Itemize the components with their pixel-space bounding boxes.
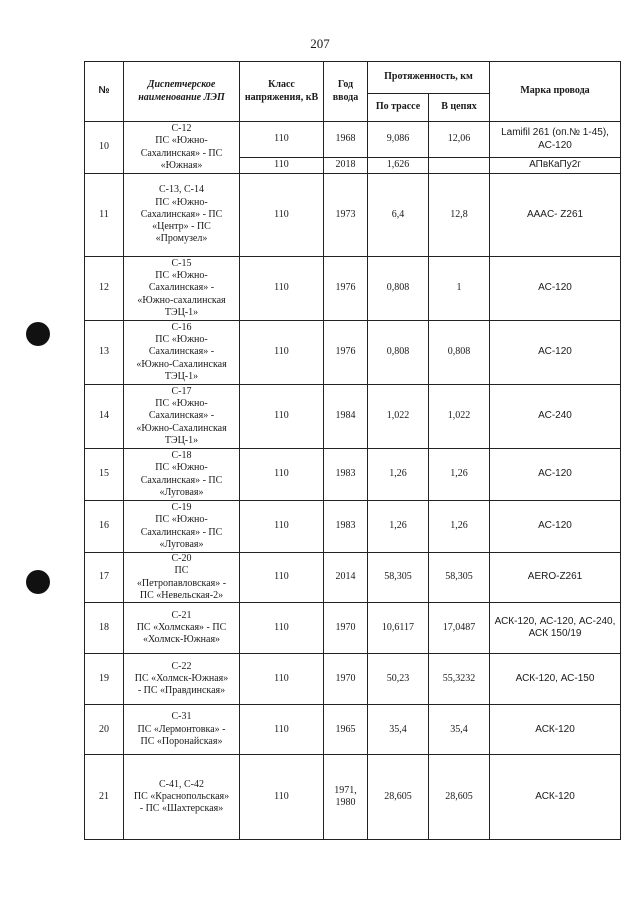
cell-voltage: 110 [240, 755, 324, 840]
cell-num: 12 [85, 257, 124, 321]
cell-year: 1976 [324, 257, 368, 321]
cell-voltage: 110 [240, 321, 324, 385]
cell-route: 58,305 [368, 553, 429, 603]
name-line: С-21 [171, 609, 192, 621]
table-row [85, 174, 621, 257]
table-row [85, 449, 621, 501]
cell-route: 28,605 [368, 755, 429, 840]
cell-route: 1,26 [368, 449, 429, 501]
cell-route: 0,808 [368, 321, 429, 385]
cell-wire: АСК-120 [490, 755, 621, 840]
punch-hole-top [26, 322, 50, 346]
cell-voltage: 110 [240, 501, 324, 553]
cell-wire: АПвКаПу2г [490, 158, 621, 174]
name-line: - ПС «Правдинская» [137, 685, 226, 697]
header-circuits: В цепях [429, 94, 490, 122]
cell-num: 21 [85, 755, 124, 840]
header-num: № [85, 62, 124, 122]
cell-route: 35,4 [368, 705, 429, 755]
table-row [85, 501, 621, 553]
cell-wire: АС-120 [490, 449, 621, 501]
name-line: ПС «Невельская-2» [139, 589, 224, 601]
name-line: - ПС «Шахтерская» [139, 803, 224, 815]
cell-voltage: 110 [240, 158, 324, 174]
cell-route: 1,626 [368, 158, 429, 174]
header-wire: Марка провода [490, 62, 621, 122]
cell-circuits: 1,26 [429, 449, 490, 501]
name-line: «Промузел» [155, 233, 208, 245]
name-line: С-31 [171, 711, 192, 723]
name-line: «Центр» - ПС [152, 221, 211, 233]
name-line: ТЭЦ-1» [164, 434, 199, 446]
cell-wire: AAAC- Z261 [490, 174, 621, 257]
cell-name [124, 174, 240, 257]
cell-name [124, 321, 240, 385]
cell-name [124, 654, 240, 705]
name-line: ПС «Южно- [155, 196, 208, 208]
header-route: По трассе [368, 94, 429, 122]
name-line: С-17 [171, 385, 192, 397]
cell-circuits: 58,305 [429, 553, 490, 603]
table-row [85, 755, 621, 840]
name-line: С-41, С-42 [159, 778, 204, 790]
cell-year: 1968 [324, 122, 368, 158]
table-row [85, 553, 621, 603]
name-line: ПС «Южно- [155, 270, 208, 282]
cell-wire: АСК-120, АС-120, АС-240, АСК 150/19 [490, 603, 621, 654]
header-voltage: Класс напряжения, кВ [240, 62, 324, 122]
cell-circuits: 55,3232 [429, 654, 490, 705]
name-line: ПС «Холмская» - ПС [136, 622, 227, 634]
cell-circuits: 28,605 [429, 755, 490, 840]
cell-year: 1983 [324, 449, 368, 501]
cell-year: 1976 [324, 321, 368, 385]
cell-num: 13 [85, 321, 124, 385]
name-line: «Южно-Сахалинская [136, 358, 227, 370]
name-line: С-15 [171, 257, 192, 269]
cell-circuits: 17,0487 [429, 603, 490, 654]
cell-wire: Lamifil 261 (оп.№ 1-45), АС-120 [490, 122, 621, 158]
cell-num: 15 [85, 449, 124, 501]
name-line: «Южно-сахалинская [137, 294, 226, 306]
cell-num: 18 [85, 603, 124, 654]
name-line: «Холмск-Южная» [142, 634, 221, 646]
name-line: «Петропавловская» - [136, 577, 227, 589]
cell-voltage: 110 [240, 553, 324, 603]
cell-voltage: 110 [240, 449, 324, 501]
name-line: «Южная» [160, 159, 203, 171]
cell-voltage: 110 [240, 654, 324, 705]
cell-year: 1973 [324, 174, 368, 257]
cell-wire: AERO-Z261 [490, 553, 621, 603]
name-line: ПС «Поронайская» [140, 735, 223, 747]
cell-circuits: 1,26 [429, 501, 490, 553]
cell-wire: АС-120 [490, 501, 621, 553]
header-year: Год ввода [324, 62, 368, 122]
name-line: «Луговая» [159, 486, 204, 498]
cell-name [124, 553, 240, 603]
table-row [85, 385, 621, 449]
cell-voltage: 110 [240, 174, 324, 257]
name-line: ТЭЦ-1» [164, 370, 199, 382]
name-line: ПС «Южно- [155, 334, 208, 346]
cell-circuits: 1 [429, 257, 490, 321]
cell-voltage: 110 [240, 385, 324, 449]
punch-hole-bottom [26, 570, 50, 594]
cell-wire: АС-120 [490, 321, 621, 385]
cell-route: 1,26 [368, 501, 429, 553]
power-lines-table [84, 61, 621, 840]
table-row [85, 122, 621, 158]
cell-voltage: 110 [240, 705, 324, 755]
cell-num: 14 [85, 385, 124, 449]
name-line: С-13, С-14 [159, 184, 204, 196]
cell-year: 1970 [324, 654, 368, 705]
cell-voltage: 110 [240, 257, 324, 321]
name-line: С-12 [171, 122, 192, 134]
cell-num: 19 [85, 654, 124, 705]
name-line: ПС «Краснопольская» [133, 791, 230, 803]
cell-year: 1970 [324, 603, 368, 654]
name-line: С-20 [171, 553, 192, 564]
cell-name [124, 755, 240, 840]
name-line: Сахалинская» - [148, 346, 215, 358]
cell-route: 1,022 [368, 385, 429, 449]
name-line: ПС «Южно- [155, 135, 208, 147]
cell-num: 11 [85, 174, 124, 257]
cell-wire: АСК-120, АС-150 [490, 654, 621, 705]
name-line: Сахалинская» - ПС [140, 526, 223, 538]
table-row [85, 321, 621, 385]
cell-route: 6,4 [368, 174, 429, 257]
table-row [85, 603, 621, 654]
name-line: «Южно-Сахалинская [136, 422, 227, 434]
name-line: С-19 [171, 501, 192, 513]
cell-wire: АСК-120 [490, 705, 621, 755]
cell-num: 16 [85, 501, 124, 553]
cell-name [124, 122, 240, 174]
name-line: ПС «Лермонтовка» - [137, 723, 226, 735]
name-line: Сахалинская» - ПС [140, 147, 223, 159]
cell-voltage: 110 [240, 603, 324, 654]
cell-wire: АС-120 [490, 257, 621, 321]
name-line: С-18 [171, 449, 192, 461]
cell-year: 1984 [324, 385, 368, 449]
cell-voltage: 110 [240, 122, 324, 158]
cell-circuits: 12,06 [429, 122, 490, 158]
table-row [85, 257, 621, 321]
name-line: С-16 [171, 321, 192, 333]
page-number: 207 [310, 36, 330, 51]
cell-year: 2018 [324, 158, 368, 174]
cell-name [124, 385, 240, 449]
cell-route: 0,808 [368, 257, 429, 321]
cell-name [124, 705, 240, 755]
cell-name [124, 501, 240, 553]
cell-year: 1971, 1980 [324, 755, 368, 840]
cell-year: 2014 [324, 553, 368, 603]
name-line: ПС [174, 565, 189, 577]
cell-num: 17 [85, 553, 124, 603]
cell-num: 20 [85, 705, 124, 755]
name-line: Сахалинская» - ПС [140, 474, 223, 486]
cell-name [124, 257, 240, 321]
cell-name [124, 449, 240, 501]
table-row [85, 654, 621, 705]
cell-circuits: 1,022 [429, 385, 490, 449]
header-length: Протяженность, км [368, 62, 490, 94]
name-line: «Луговая» [159, 538, 204, 550]
name-line: ПС «Южно- [155, 514, 208, 526]
name-line: Сахалинская» - [148, 282, 215, 294]
name-line: ПС «Холмск-Южная» [134, 673, 229, 685]
cell-year: 1965 [324, 705, 368, 755]
cell-year: 1983 [324, 501, 368, 553]
cell-circuits [429, 158, 490, 174]
name-line: Сахалинская» - ПС [140, 208, 223, 220]
cell-wire: АС-240 [490, 385, 621, 449]
name-line: Сахалинская» - [148, 410, 215, 422]
cell-circuits: 0,808 [429, 321, 490, 385]
name-line: ТЭЦ-1» [164, 306, 199, 318]
cell-route: 10,6117 [368, 603, 429, 654]
header-name [124, 62, 240, 122]
cell-circuits: 35,4 [429, 705, 490, 755]
name-line: С-22 [171, 660, 192, 672]
cell-name [124, 603, 240, 654]
table-row [85, 705, 621, 755]
cell-circuits: 12,8 [429, 174, 490, 257]
cell-route: 50,23 [368, 654, 429, 705]
name-line: ПС «Южно- [155, 398, 208, 410]
name-line: ПС «Южно- [155, 462, 208, 474]
cell-route: 9,086 [368, 122, 429, 158]
header-name-text: Диспетчерское наименование ЛЭП [138, 79, 225, 103]
cell-num: 10 [85, 122, 124, 174]
